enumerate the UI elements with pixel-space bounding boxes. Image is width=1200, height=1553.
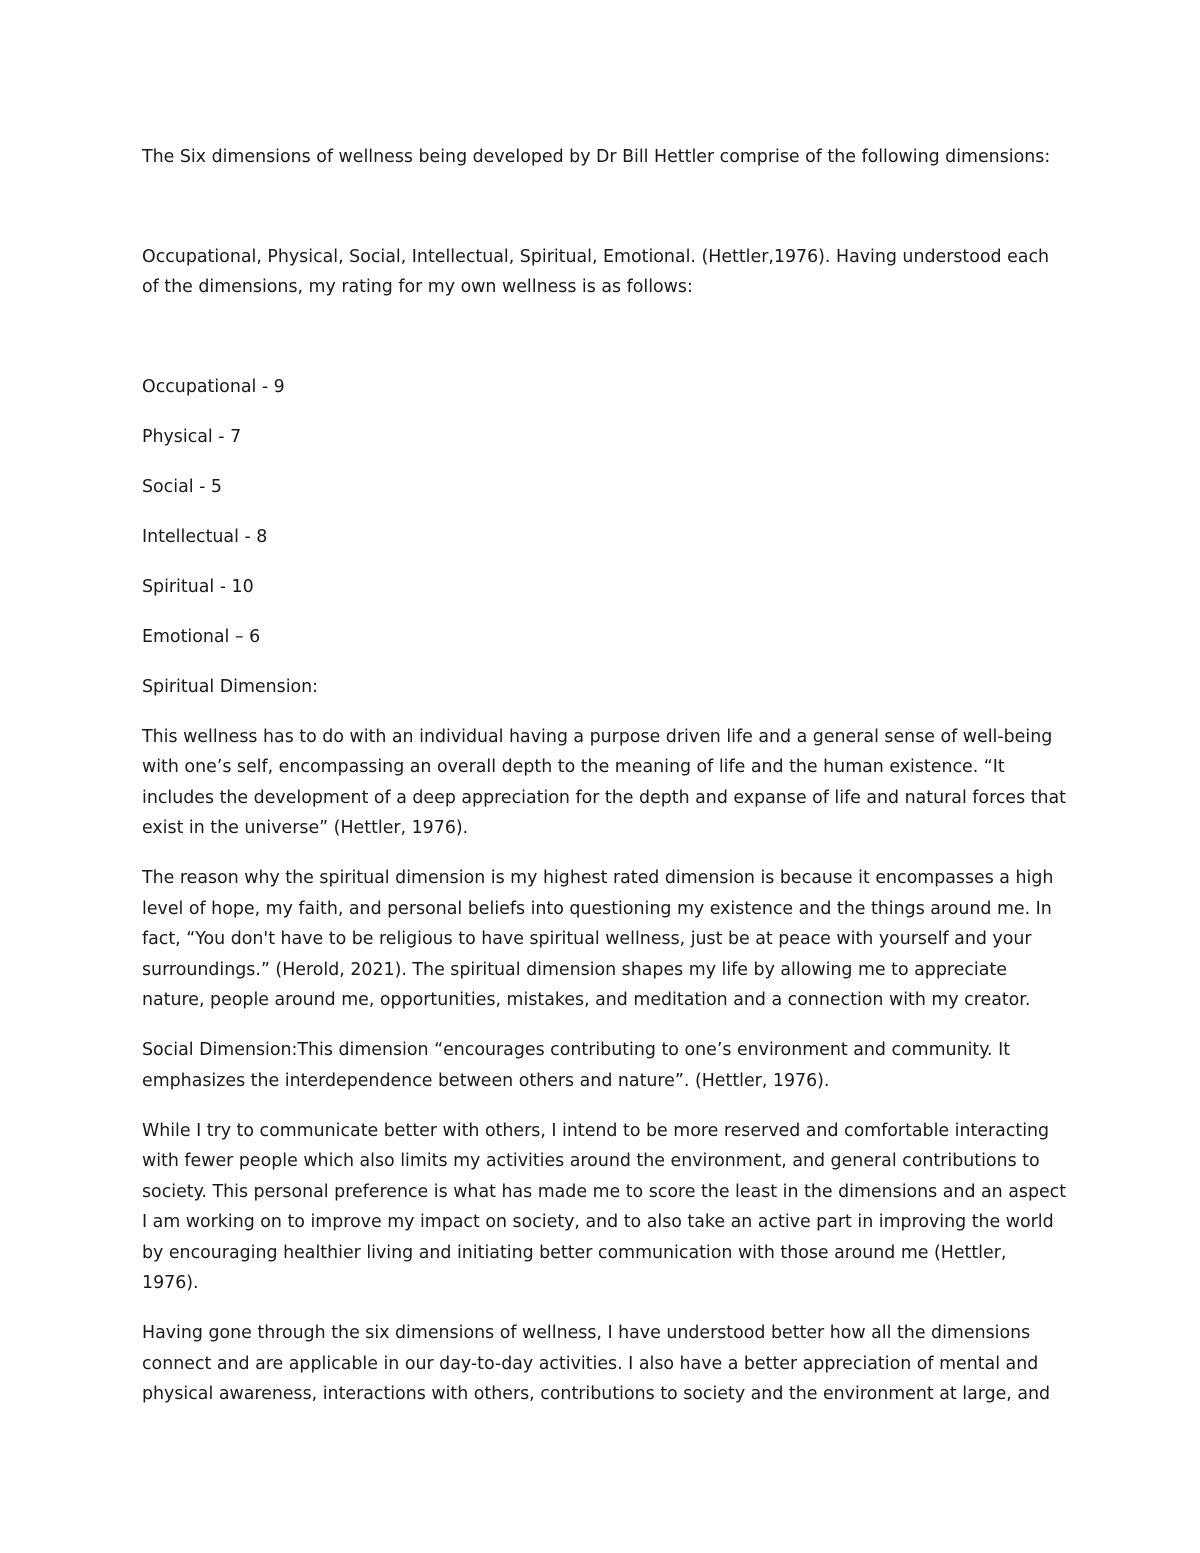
social-reason-paragraph: While I try to communicate better with others, I intend to be more reserved and comfortable interacting with fewer people which also limits my activities around the environment, and general contributions to society. This personal preference is what has made me to score the least in the dimensions and an aspect I am working on to improve my impact on society, and to also take an active part in improving the world by encouraging healthier living and initiating better communication with those around me (Hettler, 1976). — [142, 1120, 1067, 1293]
rating-spiritual: Spiritual - 10 — [142, 576, 254, 597]
spiritual-heading: Spiritual Dimension: — [142, 676, 319, 697]
rating-physical: Physical - 7 — [142, 426, 242, 447]
rating-intellectual: Intellectual - 8 — [142, 526, 268, 547]
rating-emotional: Emotional – 6 — [142, 626, 261, 647]
spiritual-definition-paragraph: This wellness has to do with an individual having a purpose driven life and a general sense of well-being with one’s self, encompassing an overall depth to the meaning of life and the human existence. “It includes the development of a deep appreciation for the depth and expanse of life and natural forces that exist in the universe” (Hettler, 1976). — [142, 726, 1067, 838]
rating-social: Social - 5 — [142, 476, 222, 497]
dimensions-summary-paragraph: Occupational, Physical, Social, Intellectual, Spiritual, Emotional. (Hettler,1976). Having understood each of the dimensions, my rating for my own wellness is as follows: — [142, 246, 1050, 297]
social-definition-paragraph: Social Dimension:This dimension “encourages contributing to one’s environment and community. It emphasizes the interdependence between others and nature”. (Hettler, 1976). — [142, 1040, 1011, 1091]
spiritual-reason-paragraph: The reason why the spiritual dimension is my highest rated dimension is because it encompasses a high level of hope, my faith, and personal beliefs into questioning my existence and the things around me. In fact, “You don't have to be religious to have spiritual wellness, just be at peace with yourself and your surroundings.” (Herold, 2021). The spiritual dimension shapes my life by allowing me to appreciate nature, people around me, opportunities, mistakes, and meditation and a connection with my creator. — [142, 868, 1054, 1010]
conclusion-paragraph: Having gone through the six dimensions of wellness, I have understood better how all the dimensions connect and are applicable in our day-to-day activities. I also have a better appreciation of mental and physical awareness, interactions with others, contributions to society and the environment at large, and — [142, 1323, 1051, 1404]
intro-paragraph: The Six dimensions of wellness being developed by Dr Bill Hettler comprise of the following dimensions: — [142, 147, 1051, 167]
rating-occupational: Occupational - 9 — [142, 376, 285, 397]
document-body — [142, 142, 1067, 1429]
